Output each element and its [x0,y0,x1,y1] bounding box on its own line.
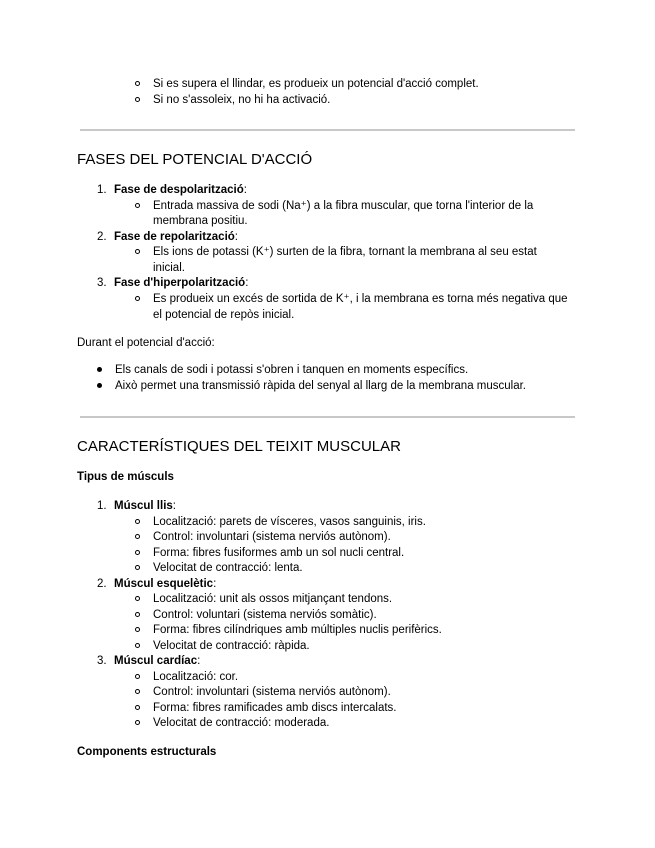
list-item: Forma: fibres ramificades amb discs intercalats. [153,702,397,714]
list-number: 3. [97,655,107,667]
section-title-phases: FASES DEL POTENCIAL D'ACCIÓ [77,151,313,168]
circle-bullet-icon [135,674,140,679]
phase-label: Fase de repolarització [114,231,235,243]
list-number: 3. [97,277,107,289]
list-item: Velocitat de contracció: moderada. [153,717,330,729]
circle-bullet-icon [135,720,140,725]
circle-bullet-icon [135,612,140,617]
list-item: Forma: fibres cilíndriques amb múltiples nuclis perifèrics. [153,624,442,636]
circle-bullet-icon [135,97,140,102]
list-item: Si no s'assoleix, no hi ha activació. [153,94,331,106]
list-item: Control: involuntari (sistema nerviós autònom). [153,531,391,543]
muscle-item-2: Múscul esquelètic: [114,578,217,590]
list-item: Entrada massiva de sodi (Na⁺) a la fibra muscular, que torna l'interior de la [153,200,534,212]
paragraph-during: Durant el potencial d'acció: [77,337,215,349]
circle-bullet-icon [135,534,140,539]
muscle-item-3: Múscul cardíac: [114,655,201,667]
circle-bullet-icon [135,519,140,524]
disc-bullet-icon [97,367,102,372]
circle-bullet-icon [135,203,140,208]
list-number: 1. [97,184,107,196]
subsection-title-muscle-types: Tipus de músculs [77,471,174,483]
circle-bullet-icon [135,627,140,632]
phase-item-3: Fase d'hiperpolarització: [114,277,249,289]
list-item: Velocitat de contracció: lenta. [153,562,303,574]
disc-bullet-icon [97,383,102,388]
list-number: 2. [97,578,107,590]
muscle-item-1: Múscul llis: [114,500,176,512]
list-item-continued: el potencial de repòs inicial. [153,309,295,321]
list-item: Això permet una transmissió ràpida del senyal al llarg de la membrana muscular. [115,380,527,392]
list-item: Localització: parets de vísceres, vasos sanguinis, iris. [153,516,426,528]
circle-bullet-icon [135,705,140,710]
list-item: Els ions de potassi (K⁺) surten de la fibra, tornant la membrana al seu estat [153,246,537,258]
circle-bullet-icon [135,689,140,694]
list-item: Forma: fibres fusiformes amb un sol nucli central. [153,547,405,559]
circle-bullet-icon [135,565,140,570]
list-item: Els canals de sodi i potassi s'obren i tanquen en moments específics. [115,364,469,376]
list-item-continued: inicial. [153,262,185,274]
list-item: Es produeix un excés de sortida de K⁺, i la membrana es torna més negativa que [153,293,568,305]
phase-label: Fase d'hiperpolarització [114,277,246,289]
list-number: 1. [97,500,107,512]
list-number: 2. [97,231,107,243]
list-item: Control: voluntari (sistema nerviós somàtic). [153,609,377,621]
circle-bullet-icon [135,249,140,254]
muscle-label: Múscul cardíac [114,655,198,667]
circle-bullet-icon [135,296,140,301]
muscle-label: Múscul llis [114,500,173,512]
list-item: Control: involuntari (sistema nerviós autònom). [153,686,391,698]
phase-item-2: Fase de repolarització: [114,231,238,243]
list-item-continued: membrana positiu. [153,215,248,227]
list-item: Localització: cor. [153,671,239,683]
divider [80,129,575,131]
list-item: Si es supera el llindar, es produeix un potencial d'acció complet. [153,78,479,90]
section-title-tissue: CARACTERÍSTIQUES DEL TEIXIT MUSCULAR [77,438,401,455]
circle-bullet-icon [135,81,140,86]
circle-bullet-icon [135,596,140,601]
circle-bullet-icon [135,643,140,648]
divider [80,416,575,418]
circle-bullet-icon [135,550,140,555]
subsection-title-components: Components estructurals [77,746,217,758]
phase-item-1: Fase de despolarització: [114,184,247,196]
muscle-label: Múscul esquelètic [114,578,214,590]
list-item: Localització: unit als ossos mitjançant tendons. [153,593,393,605]
list-item: Velocitat de contracció: ràpida. [153,640,310,652]
phase-label: Fase de despolarització [114,184,244,196]
